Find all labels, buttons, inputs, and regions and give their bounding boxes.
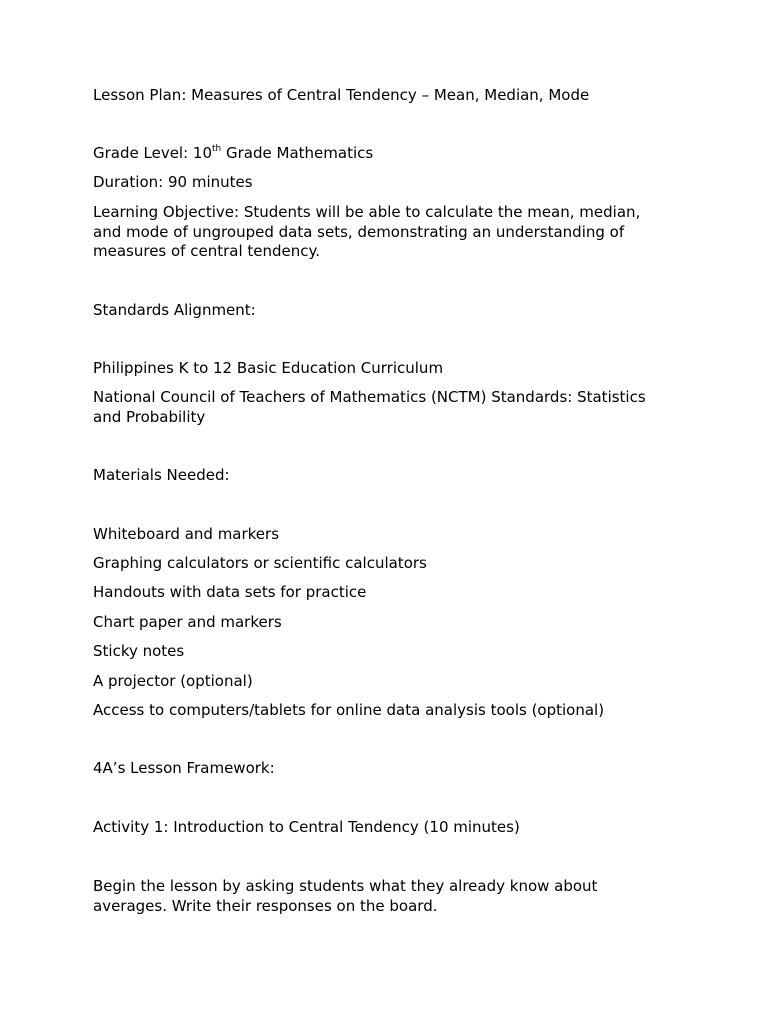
activity1-text: Begin the lesson by asking students what they already know about averages. Write their responses on the board. [93, 877, 598, 915]
standard-item: National Council of Teachers of Mathematics (NCTM) Standards: Statistics and Probability [93, 388, 646, 426]
material-item: A projector (optional) [93, 672, 253, 690]
duration: Duration: 90 minutes [93, 173, 253, 191]
standard-item: Philippines K to 12 Basic Education Curriculum [93, 359, 444, 377]
material-item: Access to computers/tablets for online data analysis tools (optional) [93, 701, 605, 719]
standards-heading: Standards Alignment: [93, 301, 256, 319]
document-title: Lesson Plan: Measures of Central Tendency – Mean, Median, Mode [93, 86, 590, 104]
materials-heading: Materials Needed: [93, 466, 230, 484]
grade-level-superscript: th [212, 144, 222, 154]
grade-level-prefix: Grade Level: 10 [93, 144, 213, 162]
material-item: Graphing calculators or scientific calculators [93, 554, 427, 572]
material-item: Sticky notes [93, 642, 185, 660]
material-item: Handouts with data sets for practice [93, 583, 367, 601]
material-item: Chart paper and markers [93, 613, 282, 631]
framework-heading: 4A’s Lesson Framework: [93, 759, 275, 777]
grade-level [93, 144, 673, 164]
grade-level-suffix: Grade Mathematics [221, 144, 374, 162]
material-item: Whiteboard and markers [93, 525, 280, 543]
learning-objective: Learning Objective: Students will be able to calculate the mean, median, and mode of ungrouped data sets, demonstrating an understanding of measures of central tendency. [93, 203, 641, 260]
activity1-heading: Activity 1: Introduction to Central Tendency (10 minutes) [93, 818, 520, 836]
